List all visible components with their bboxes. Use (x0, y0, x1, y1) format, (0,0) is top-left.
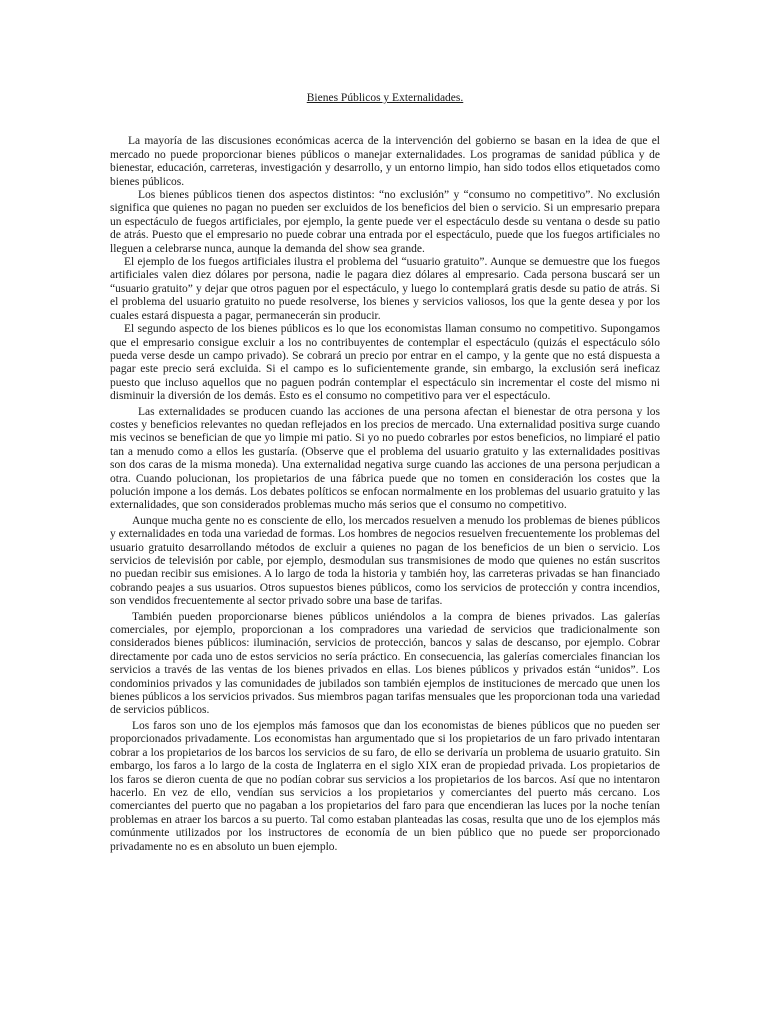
paragraph-4: El segundo aspecto de los bienes públicos es lo que los economistas llaman consumo no competitivo. Supongamos que el empresario consigue excluir a los no contribuyentes de contemplar el espectáculo (quizás el espectáculo sólo pueda verse desde un campo privado). Se cobrará un precio por entrar en el campo, y la gente que no está dispuesta a pagar este precio será excluida. Si el campo es lo suficientemente grande, sin embargo, la exclusión será ineficaz puesto que incluso aquellos que no paguen podrán contemplar el espectáculo sin incrementar el coste del mismo ni disminuir la diversión de los demás. Esto es el consumo no competitivo para ver el espectáculo. (110, 323, 660, 403)
paragraph-6: Aunque mucha gente no es consciente de ello, los mercados resuelven a menudo los problemas de bienes públicos y externalidades en toda una variedad de formas. Los hombres de negocios resuelven frecuentemente los problemas del usuario gratuito desarrollando métodos de excluir a quienes no pagan de los beneficios de un bien o servicio. Los servicios de televisión por cable, por ejemplo, desmodulan sus transmisiones de modo que quienes no están suscritos no puedan recibir sus emisiones. A lo largo de toda la historia y también hoy, las carreteras privadas se han financiado cobrando peajes a sus usuarios. Otros supuestos bienes públicos, como los servicios de protección y contra incendios, son vendidos frecuentemente al sector privado sobre una base de tarifas. (110, 514, 660, 608)
paragraph-7: También pueden proporcionarse bienes públicos uniéndolos a la compra de bienes privados. Las galerías comerciales, por ejemplo, proporcionan a los compradores una variedad de servicios que tradicionalmente son considerados bienes públicos: iluminación, servicios de protección, bancos y salas de descanso, por ejemplo. Cobrar directamente por cada uno de estos servicios no sería práctico. En consecuencia, las galerías comerciales financian los servicios a través de las ventas de los bienes privados en ellas. Los bienes públicos y privados están “unidos”. Los condominios privados y las comunidades de jubilados son también ejemplos de instituciones de mercado que unen los bienes públicos a los servicios privados. Sus miembros pagan tarifas mensuales que les proporcionan toda una variedad de servicios públicos. (110, 610, 660, 717)
paragraph-5: Las externalidades se producen cuando las acciones de una persona afectan el bienestar de otra persona y los costes y beneficios relevantes no quedan reflejados en los precios de mercado. Una externalidad positiva surge cuando mis vecinos se benefician de que yo limpie mi patio. Si yo no puedo cobrarles por estos beneficios, no limpiaré el patio tan a menudo como a ellos les gustaría. (Observe que el problema del usuario gratuito y las externalidades positivas son dos caras de la misma moneda). Una externalidad negativa surge cuando las acciones de una persona perjudican a otra. Cuando polucionan, los propietarios de una fábrica puede que no tomen en consideración los costes que la polución impone a los demás. Los debates políticos se enfocan normalmente en los problemas del usuario gratuito y las externalidades, que son considerados problemas mucho más serios que el consumo no competitivo. (110, 405, 660, 512)
document-title: Bienes Públicos y Externalidades. (306, 92, 464, 104)
paragraph-8: Los faros son uno de los ejemplos más famosos que dan los economistas de bienes públicos que no pueden ser proporcionados privadamente. Los economistas han argumentado que si los propietarios de un faro privado intentaran cobrar a los propietarios de los barcos los servicios de su faro, de ello se derivaría un problema de usuario gratuito. Sin embargo, los faros a lo largo de la costa de Inglaterra en el siglo XIX eran de propiedad privada. Los propietarios de los faros se dieron cuenta de que no podían cobrar sus servicios a los propietarios de los barcos. Así que no intentaron hacerlo. En vez de ello, vendían sus servicios a los propietarios y comerciantes del puerto más cercano. Los comerciantes del puerto que no pagaban a los propietarios del faro para que encendieran las luces por la noche tenían problemas en atraer los barcos a su puerto. Tal como estaban planteadas las cosas, resulta que uno de los ejemplos más comúnmente utilizados por los instructores de economía de un bien público que no puede ser proporcionado privadamente no es en absoluto un buen ejemplo. (110, 719, 660, 853)
document-page (110, 92, 660, 854)
paragraph-1: La mayoría de las discusiones económicas acerca de la intervención del gobierno se basan en la idea de que el mercado no puede proporcionar bienes públicos o manejar externalidades. Los programas de sanidad pública y de bienestar, educación, carreteras, investigación y desarrollo, y un entorno limpio, han sido todos ellos etiquetados como bienes públicos. (110, 135, 660, 188)
paragraph-2: Los bienes públicos tienen dos aspectos distintos: “no exclusión” y “consumo no competitivo”. No exclusión significa que quienes no pagan no pueden ser excluidos de los beneficios del bien o servicio. Si un empresario prepara un espectáculo de fuegos artificiales, por ejemplo, la gente puede ver el espectáculo desde su ventana o desde su patio de atrás. Puesto que el empresario no puede cobrar una entrada por el espectáculo, puede que los fuegos artificiales no lleguen a celebrarse nunca, aunque la demanda del show sea grande. (110, 189, 660, 255)
paragraph-3: El ejemplo de los fuegos artificiales ilustra el problema del “usuario gratuito”. Aunque se demuestre que los fuegos artificiales valen diez dólares por persona, nadie le pagara diez dólares al empresario. Cada persona buscará ser un “usuario gratuito” y dejar que otros paguen por el espectáculo, y luego lo contemplará gratis desde su patio de atrás. Si el problema del usuario gratuito no puede resolverse, los bienes y servicios valiosos, los que la gente desea y por los cuales estará dispuesta a pagar, permanecerán sin producir. (110, 256, 660, 322)
